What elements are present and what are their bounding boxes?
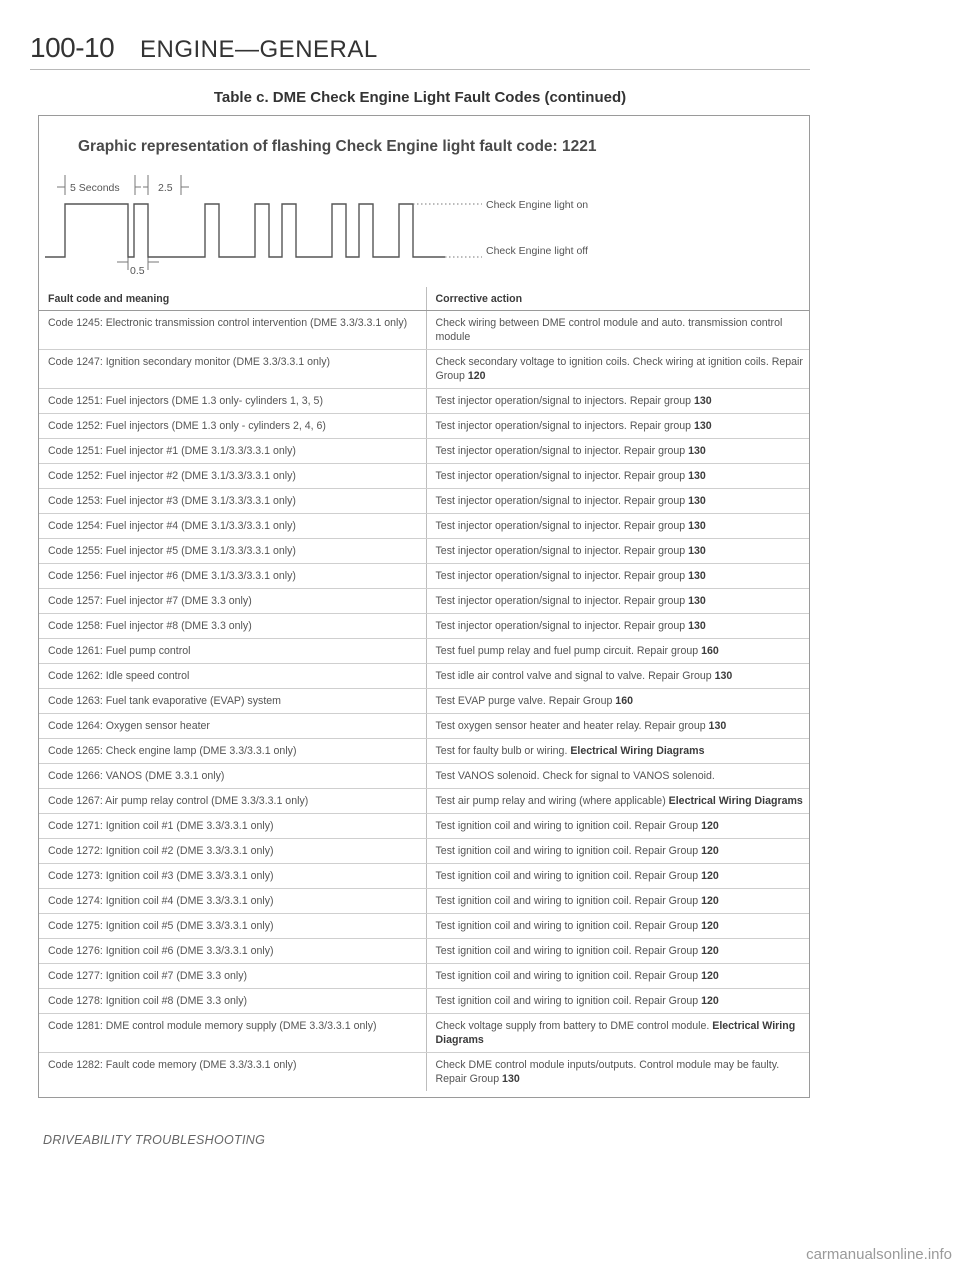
action-text: Check secondary voltage to ignition coils. Check wiring at ignition coils. Repair Group <box>435 356 803 382</box>
table-row <box>39 311 809 350</box>
action-text: Test injector operation/signal to injector. Repair group <box>435 445 689 457</box>
page-header <box>30 30 810 70</box>
flash-code-waveform <box>45 170 685 285</box>
corrective-action-cell <box>426 739 809 764</box>
action-reference: 130 <box>688 620 706 632</box>
fault-code-cell: Code 1282: Fault code memory (DME 3.3/3.3.1 only) <box>39 1053 426 1092</box>
action-text: Test fuel pump relay and fuel pump circuit. Repair group <box>435 645 702 657</box>
action-reference: 130 <box>502 1073 520 1085</box>
signal-trace <box>45 204 445 257</box>
action-reference: 120 <box>701 895 719 907</box>
corrective-action-cell <box>426 714 809 739</box>
action-reference: 120 <box>701 945 719 957</box>
table-row <box>39 839 809 864</box>
table-row <box>39 564 809 589</box>
action-reference: 120 <box>701 920 719 932</box>
corrective-action-cell <box>426 350 809 389</box>
action-text: Test air pump relay and wiring (where applicable) <box>435 795 669 807</box>
fault-code-cell: Code 1266: VANOS (DME 3.3.1 only) <box>39 764 426 789</box>
table-row <box>39 914 809 939</box>
action-reference: 130 <box>688 545 706 557</box>
table-row <box>39 539 809 564</box>
table-row <box>39 639 809 664</box>
action-text: Test ignition coil and wiring to ignition coil. Repair Group <box>435 970 702 982</box>
corrective-action-cell <box>426 414 809 439</box>
action-reference: 130 <box>694 395 712 407</box>
action-reference: 120 <box>467 370 486 382</box>
corrective-action-cell <box>426 664 809 689</box>
corrective-action-cell <box>426 1014 809 1053</box>
fault-code-table <box>39 287 809 1091</box>
action-reference: 130 <box>688 445 706 457</box>
corrective-action-cell <box>426 939 809 964</box>
corrective-action-cell <box>426 764 809 789</box>
column-header-fault: Fault code and meaning <box>39 287 426 311</box>
fault-code-cell: Code 1272: Ignition coil #2 (DME 3.3/3.3.1 only) <box>39 839 426 864</box>
action-reference: 130 <box>694 420 712 432</box>
fault-code-cell: Code 1271: Ignition coil #1 (DME 3.3/3.3.1 only) <box>39 814 426 839</box>
action-text: Check voltage supply from battery to DME control module. <box>435 1020 713 1032</box>
fault-code-cell: Code 1263: Fuel tank evaporative (EVAP) system <box>39 689 426 714</box>
table-row <box>39 514 809 539</box>
action-text: Test ignition coil and wiring to ignition coil. Repair Group <box>435 895 702 907</box>
action-text: Test injector operation/signal to injector. Repair group <box>435 470 689 482</box>
action-reference: 130 <box>688 470 706 482</box>
table-row <box>39 664 809 689</box>
action-text: Check wiring between DME control module and auto. transmission control module <box>435 317 783 343</box>
fault-code-cell: Code 1253: Fuel injector #3 (DME 3.1/3.3/3.3.1 only) <box>39 489 426 514</box>
fault-code-cell: Code 1252: Fuel injectors (DME 1.3 only - cylinders 2, 4, 6) <box>39 414 426 439</box>
corrective-action-cell <box>426 539 809 564</box>
action-reference: 160 <box>615 695 633 707</box>
action-text: Test ignition coil and wiring to ignition coil. Repair Group <box>435 945 702 957</box>
action-reference: 120 <box>701 845 719 857</box>
column-header-action: Corrective action <box>426 287 809 311</box>
corrective-action-cell <box>426 914 809 939</box>
section-title: ENGINE—GENERAL <box>140 36 378 63</box>
table-row <box>39 1053 809 1092</box>
action-text: Test ignition coil and wiring to ignition coil. Repair Group <box>435 820 702 832</box>
action-text: Test for faulty bulb or wiring. <box>435 745 571 757</box>
fault-code-cell: Code 1274: Ignition coil #4 (DME 3.3/3.3.1 only) <box>39 889 426 914</box>
table-row <box>39 389 809 414</box>
action-text: Test idle air control valve and signal to valve. Repair Group <box>435 670 715 682</box>
fault-code-cell: Code 1262: Idle speed control <box>39 664 426 689</box>
corrective-action-cell <box>426 814 809 839</box>
fault-code-cell: Code 1267: Air pump relay control (DME 3.3/3.3.1 only) <box>39 789 426 814</box>
corrective-action-cell <box>426 489 809 514</box>
table-row <box>39 714 809 739</box>
corrective-action-cell <box>426 989 809 1014</box>
fault-code-cell: Code 1252: Fuel injector #2 (DME 3.1/3.3/3.3.1 only) <box>39 464 426 489</box>
table-row <box>39 814 809 839</box>
label-light-off: Check Engine light off <box>486 245 588 257</box>
action-reference: 130 <box>688 570 706 582</box>
fault-code-cell: Code 1275: Ignition coil #5 (DME 3.3/3.3.1 only) <box>39 914 426 939</box>
page-number: 100-10 <box>30 32 115 63</box>
corrective-action-cell <box>426 514 809 539</box>
label-5-seconds: 5 Seconds <box>70 182 120 194</box>
fault-code-cell: Code 1265: Check engine lamp (DME 3.3/3.3.1 only) <box>39 739 426 764</box>
action-text: Test injector operation/signal to injector. Repair group <box>435 595 689 607</box>
fault-code-cell: Code 1277: Ignition coil #7 (DME 3.3 only) <box>39 964 426 989</box>
corrective-action-cell <box>426 964 809 989</box>
table-row <box>39 764 809 789</box>
corrective-action-cell <box>426 689 809 714</box>
table-row <box>39 964 809 989</box>
corrective-action-cell <box>426 889 809 914</box>
fault-code-cell: Code 1258: Fuel injector #8 (DME 3.3 only) <box>39 614 426 639</box>
corrective-action-cell <box>426 1053 809 1092</box>
action-reference: 120 <box>701 995 719 1007</box>
label-0-5: 0.5 <box>130 265 145 277</box>
action-reference: 120 <box>701 870 719 882</box>
action-text: Check DME control module inputs/outputs. Control module may be faulty. Repair Group <box>435 1059 780 1085</box>
table-row <box>39 1014 809 1053</box>
action-text: Test injector operation/signal to injector. Repair group <box>435 520 689 532</box>
action-reference: 160 <box>701 645 719 657</box>
action-text: Test injector operation/signal to injectors. Repair group <box>435 395 695 407</box>
fault-code-cell: Code 1247: Ignition secondary monitor (DME 3.3/3.3.1 only) <box>39 350 426 389</box>
action-text: Test oxygen sensor heater and heater relay. Repair group <box>435 720 709 732</box>
table-row <box>39 414 809 439</box>
label-light-on: Check Engine light on <box>486 199 589 211</box>
action-text: Test EVAP purge valve. Repair Group <box>435 695 616 707</box>
action-reference: 130 <box>688 595 706 607</box>
fault-code-cell: Code 1264: Oxygen sensor heater <box>39 714 426 739</box>
action-text: Test injector operation/signal to injector. Repair group <box>435 570 689 582</box>
fault-code-cell: Code 1276: Ignition coil #6 (DME 3.3/3.3.1 only) <box>39 939 426 964</box>
action-reference: 120 <box>701 970 719 982</box>
label-2-5: 2.5 <box>158 182 173 194</box>
action-text: Test VANOS solenoid. Check for signal to VANOS solenoid. <box>435 770 715 782</box>
action-reference: 130 <box>708 720 727 732</box>
table-row <box>39 439 809 464</box>
fault-code-cell: Code 1261: Fuel pump control <box>39 639 426 664</box>
action-reference: 130 <box>688 495 706 507</box>
fault-code-cell: Code 1251: Fuel injectors (DME 1.3 only- cylinders 1, 3, 5) <box>39 389 426 414</box>
table-row <box>39 889 809 914</box>
fault-code-cell: Code 1245: Electronic transmission control intervention (DME 3.3/3.3.1 only) <box>39 311 426 350</box>
corrective-action-cell <box>426 864 809 889</box>
page-footer: DRIVEABILITY TROUBLESHOOTING <box>43 1133 266 1147</box>
corrective-action-cell <box>426 639 809 664</box>
table-row <box>39 464 809 489</box>
fault-code-cell: Code 1254: Fuel injector #4 (DME 3.1/3.3/3.3.1 only) <box>39 514 426 539</box>
table-row <box>39 614 809 639</box>
table-row <box>39 489 809 514</box>
action-reference: 130 <box>688 520 706 532</box>
action-text: Test injector operation/signal to injector. Repair group <box>435 620 689 632</box>
action-text: Test ignition coil and wiring to ignition coil. Repair Group <box>435 845 702 857</box>
fault-code-cell: Code 1255: Fuel injector #5 (DME 3.1/3.3/3.3.1 only) <box>39 539 426 564</box>
fault-code-cell: Code 1257: Fuel injector #7 (DME 3.3 only) <box>39 589 426 614</box>
corrective-action-cell <box>426 389 809 414</box>
table-row <box>39 589 809 614</box>
corrective-action-cell <box>426 614 809 639</box>
action-reference: Electrical Wiring Diagrams <box>570 745 705 757</box>
fault-code-cell: Code 1256: Fuel injector #6 (DME 3.1/3.3/3.3.1 only) <box>39 564 426 589</box>
action-reference: Electrical Wiring Diagrams <box>435 1020 796 1046</box>
corrective-action-cell <box>426 839 809 864</box>
table-header-row <box>39 287 809 311</box>
table-row <box>39 689 809 714</box>
action-text: Test ignition coil and wiring to ignition coil. Repair Group <box>435 995 702 1007</box>
table-row <box>39 789 809 814</box>
graphic-title: Graphic representation of flashing Check Engine light fault code: 1221 <box>78 138 597 155</box>
corrective-action-cell <box>426 439 809 464</box>
corrective-action-cell <box>426 311 809 350</box>
table-row <box>39 989 809 1014</box>
table-title: Table c. DME Check Engine Light Fault Codes (continued) <box>213 89 627 106</box>
table-row <box>39 350 809 389</box>
fault-code-cell: Code 1278: Ignition coil #8 (DME 3.3 only) <box>39 989 426 1014</box>
action-text: Test injector operation/signal to injectors. Repair group <box>435 420 695 432</box>
action-text: Test injector operation/signal to injector. Repair group <box>435 495 689 507</box>
fault-code-cell: Code 1281: DME control module memory supply (DME 3.3/3.3.1 only) <box>39 1014 426 1053</box>
action-text: Test injector operation/signal to injector. Repair group <box>435 545 689 557</box>
corrective-action-cell <box>426 464 809 489</box>
watermark: carmanualsonline.info <box>806 1246 952 1263</box>
action-text: Test ignition coil and wiring to ignition coil. Repair Group <box>435 920 702 932</box>
table-row <box>39 864 809 889</box>
table-row <box>39 939 809 964</box>
action-reference: Electrical Wiring Diagrams <box>668 795 803 807</box>
action-reference: 120 <box>701 820 719 832</box>
fault-code-cell: Code 1251: Fuel injector #1 (DME 3.1/3.3/3.3.1 only) <box>39 439 426 464</box>
fault-code-cell: Code 1273: Ignition coil #3 (DME 3.3/3.3.1 only) <box>39 864 426 889</box>
table-row <box>39 739 809 764</box>
corrective-action-cell <box>426 789 809 814</box>
corrective-action-cell <box>426 564 809 589</box>
action-text: Test ignition coil and wiring to ignition coil. Repair Group <box>435 870 702 882</box>
action-reference: 130 <box>714 670 733 682</box>
corrective-action-cell <box>426 589 809 614</box>
